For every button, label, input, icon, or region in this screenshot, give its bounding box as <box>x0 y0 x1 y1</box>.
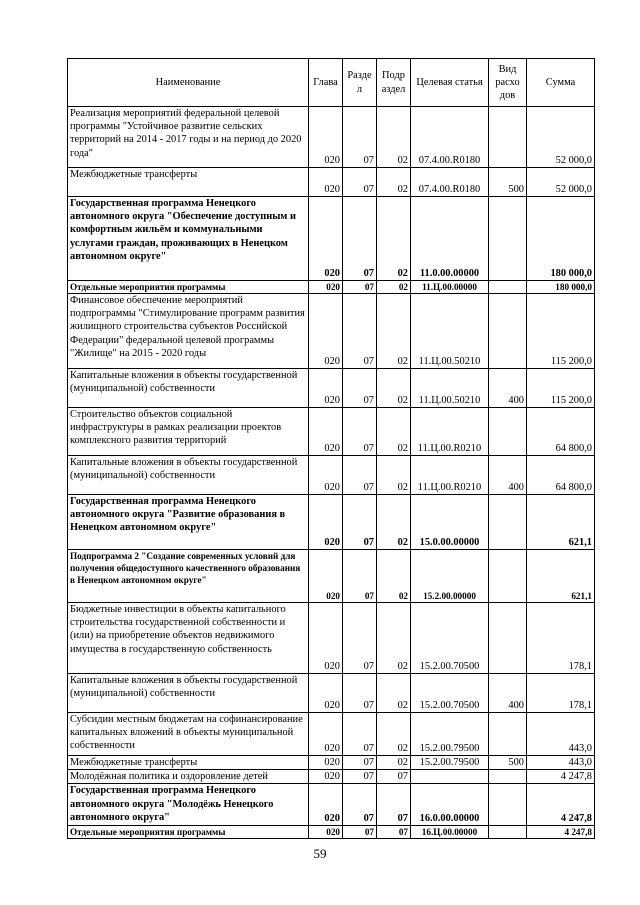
row-amount: 115 200,0 <box>527 369 595 408</box>
row-amount: 4 247,8 <box>527 784 595 826</box>
table-row <box>68 369 595 408</box>
table-row <box>68 281 595 294</box>
row-name: Капитальные вложения в объекты государственной (муниципальной) собственности <box>68 456 309 495</box>
row-expense-type <box>489 770 527 784</box>
row-section: 07 <box>343 408 377 456</box>
row-subsection: 02 <box>377 197 411 281</box>
row-name: Подпрограмма 2 "Создание современных условий для получения общедоступного качественного образования в Ненецком автономном округе" <box>68 550 309 603</box>
row-name: Отдельные мероприятия программы <box>68 281 309 294</box>
row-expense-type <box>489 197 527 281</box>
row-target-article: 16.Ц.00.00000 <box>411 826 489 839</box>
row-name: Реализация мероприятий федеральной целевой программы "Устойчивое развитие сельских территорий на 2014 - 2017 годы и на период до 2020 года" <box>68 107 309 168</box>
row-section: 07 <box>343 713 377 756</box>
header-name: Наименование <box>68 59 309 107</box>
row-name: Государственная программа Ненецкого автономного округа "Обеспечение доступным и комфортным жильём и коммунальными услугами граждан, проживающих в Ненецком автономном округе" <box>68 197 309 281</box>
header-target-article: Целевая статья <box>411 59 489 107</box>
row-amount: 64 800,0 <box>527 456 595 495</box>
header-amount: Сумма <box>527 59 595 107</box>
row-expense-type <box>489 713 527 756</box>
row-section: 07 <box>343 168 377 197</box>
row-subsection: 07 <box>377 770 411 784</box>
row-expense-type <box>489 408 527 456</box>
row-expense-type <box>489 495 527 550</box>
table-row <box>68 674 595 713</box>
row-target-article: 15.2.00.00000 <box>411 550 489 603</box>
row-subsection: 02 <box>377 756 411 770</box>
row-target-article: 11.Ц.00.R0210 <box>411 408 489 456</box>
row-expense-type: 400 <box>489 456 527 495</box>
row-expense-type <box>489 107 527 168</box>
header-chapter: Глава <box>309 59 343 107</box>
row-subsection: 02 <box>377 168 411 197</box>
row-expense-type: 500 <box>489 756 527 770</box>
row-name: Финансовое обеспечение мероприятий подпрограммы "Стимулирование программ развития жилищного строительства субъектов Российской Федерации" федеральной целевой программы "Жилище" на 2015 - 2020 годы <box>68 294 309 369</box>
row-subsection: 07 <box>377 784 411 826</box>
row-section: 07 <box>343 826 377 839</box>
table-row <box>68 294 595 369</box>
row-amount: 621,1 <box>527 550 595 603</box>
row-subsection: 02 <box>377 674 411 713</box>
row-chapter: 020 <box>309 369 343 408</box>
page-number: 59 <box>313 846 327 861</box>
row-chapter: 020 <box>309 550 343 603</box>
row-expense-type <box>489 294 527 369</box>
row-chapter: 020 <box>309 784 343 826</box>
row-section: 07 <box>343 294 377 369</box>
row-target-article: 15.2.00.79500 <box>411 713 489 756</box>
row-target-article: 11.Ц.00.50210 <box>411 369 489 408</box>
row-chapter: 020 <box>309 826 343 839</box>
row-chapter: 020 <box>309 456 343 495</box>
row-chapter: 020 <box>309 713 343 756</box>
row-section: 07 <box>343 603 377 674</box>
row-amount: 64 800,0 <box>527 408 595 456</box>
row-amount: 52 000,0 <box>527 168 595 197</box>
row-chapter: 020 <box>309 197 343 281</box>
row-name: Государственная программа Ненецкого автономного округа "Молодёжь Ненецкого автономного округа" <box>68 784 309 826</box>
table-row <box>68 784 595 826</box>
row-target-article: 11.0.00.00000 <box>411 197 489 281</box>
row-amount: 178,1 <box>527 674 595 713</box>
row-amount: 52 000,0 <box>527 107 595 168</box>
row-amount: 443,0 <box>527 756 595 770</box>
row-subsection: 02 <box>377 107 411 168</box>
header-expense-type: Вид расхо дов <box>489 59 527 107</box>
row-expense-type: 400 <box>489 674 527 713</box>
row-chapter: 020 <box>309 756 343 770</box>
row-amount: 4 247,8 <box>527 826 595 839</box>
row-chapter: 020 <box>309 168 343 197</box>
row-name: Молодёжная политика и оздоровление детей <box>68 770 309 784</box>
row-section: 07 <box>343 550 377 603</box>
row-expense-type <box>489 281 527 294</box>
header-section: Разде л <box>343 59 377 107</box>
row-subsection: 02 <box>377 369 411 408</box>
row-target-article: 11.Ц.00.R0210 <box>411 456 489 495</box>
table-row <box>68 456 595 495</box>
row-amount: 180 000,0 <box>527 197 595 281</box>
row-name: Государственная программа Ненецкого автономного округа "Развитие образования в Ненецком автономном округе" <box>68 495 309 550</box>
row-target-article: 15.2.00.70500 <box>411 603 489 674</box>
row-target-article: 07.4.00.R0180 <box>411 107 489 168</box>
row-section: 07 <box>343 674 377 713</box>
row-name: Отдельные мероприятия программы <box>68 826 309 839</box>
row-chapter: 020 <box>309 281 343 294</box>
row-amount: 180 000,0 <box>527 281 595 294</box>
row-section: 07 <box>343 107 377 168</box>
row-target-article <box>411 770 489 784</box>
row-name: Межбюджетные трансферты <box>68 168 309 197</box>
row-section: 07 <box>343 456 377 495</box>
row-chapter: 020 <box>309 294 343 369</box>
table-row <box>68 756 595 770</box>
row-section: 07 <box>343 784 377 826</box>
row-amount: 115 200,0 <box>527 294 595 369</box>
row-chapter: 020 <box>309 674 343 713</box>
row-section: 07 <box>343 756 377 770</box>
row-target-article: 07.4.00.R0180 <box>411 168 489 197</box>
table-row <box>68 770 595 784</box>
row-section: 07 <box>343 770 377 784</box>
row-amount: 443,0 <box>527 713 595 756</box>
row-subsection: 02 <box>377 408 411 456</box>
table-row <box>68 408 595 456</box>
row-name: Капитальные вложения в объекты государственной (муниципальной) собственности <box>68 674 309 713</box>
row-section: 07 <box>343 281 377 294</box>
row-name: Строительство объектов социальной инфраструктуры в рамках реализации проектов комплексного развития территорий <box>68 408 309 456</box>
row-name: Субсидии местным бюджетам на софинансирование капитальных вложений в объекты муниципальной собственности <box>68 713 309 756</box>
table-row <box>68 713 595 756</box>
row-section: 07 <box>343 495 377 550</box>
row-expense-type: 400 <box>489 369 527 408</box>
row-subsection: 02 <box>377 550 411 603</box>
row-subsection: 07 <box>377 826 411 839</box>
row-name: Бюджетные инвестиции в объекты капитального строительства государственной собственности и (или) на приобретение объектов недвижимого имущества в государственную собственность <box>68 603 309 674</box>
row-chapter: 020 <box>309 770 343 784</box>
row-amount: 621,1 <box>527 495 595 550</box>
table-row <box>68 550 595 603</box>
row-target-article: 15.2.00.79500 <box>411 756 489 770</box>
row-target-article: 15.0.00.00000 <box>411 495 489 550</box>
row-amount: 178,1 <box>527 603 595 674</box>
row-name: Капитальные вложения в объекты государственной (муниципальной) собственности <box>68 369 309 408</box>
table-row <box>68 168 595 197</box>
row-amount: 4 247,8 <box>527 770 595 784</box>
header-subsection: Подр аздел <box>377 59 411 107</box>
row-subsection: 02 <box>377 495 411 550</box>
header-row <box>68 59 595 107</box>
row-expense-type <box>489 826 527 839</box>
row-target-article: 11.Ц.00.00000 <box>411 281 489 294</box>
row-section: 07 <box>343 369 377 408</box>
row-expense-type <box>489 550 527 603</box>
row-subsection: 02 <box>377 281 411 294</box>
row-chapter: 020 <box>309 107 343 168</box>
row-chapter: 020 <box>309 603 343 674</box>
row-expense-type: 500 <box>489 168 527 197</box>
row-target-article: 15.2.00.70500 <box>411 674 489 713</box>
row-target-article: 16.0.00.00000 <box>411 784 489 826</box>
row-subsection: 02 <box>377 603 411 674</box>
row-subsection: 02 <box>377 456 411 495</box>
row-name: Межбюджетные трансферты <box>68 756 309 770</box>
row-subsection: 02 <box>377 294 411 369</box>
table-row <box>68 826 595 839</box>
row-subsection: 02 <box>377 713 411 756</box>
table-row <box>68 197 595 281</box>
row-chapter: 020 <box>309 495 343 550</box>
table-row <box>68 107 595 168</box>
row-target-article: 11.Ц.00.50210 <box>411 294 489 369</box>
row-expense-type <box>489 784 527 826</box>
table-row <box>68 603 595 674</box>
row-chapter: 020 <box>309 408 343 456</box>
row-section: 07 <box>343 197 377 281</box>
row-expense-type <box>489 603 527 674</box>
budget-table <box>67 58 595 839</box>
table-row <box>68 495 595 550</box>
